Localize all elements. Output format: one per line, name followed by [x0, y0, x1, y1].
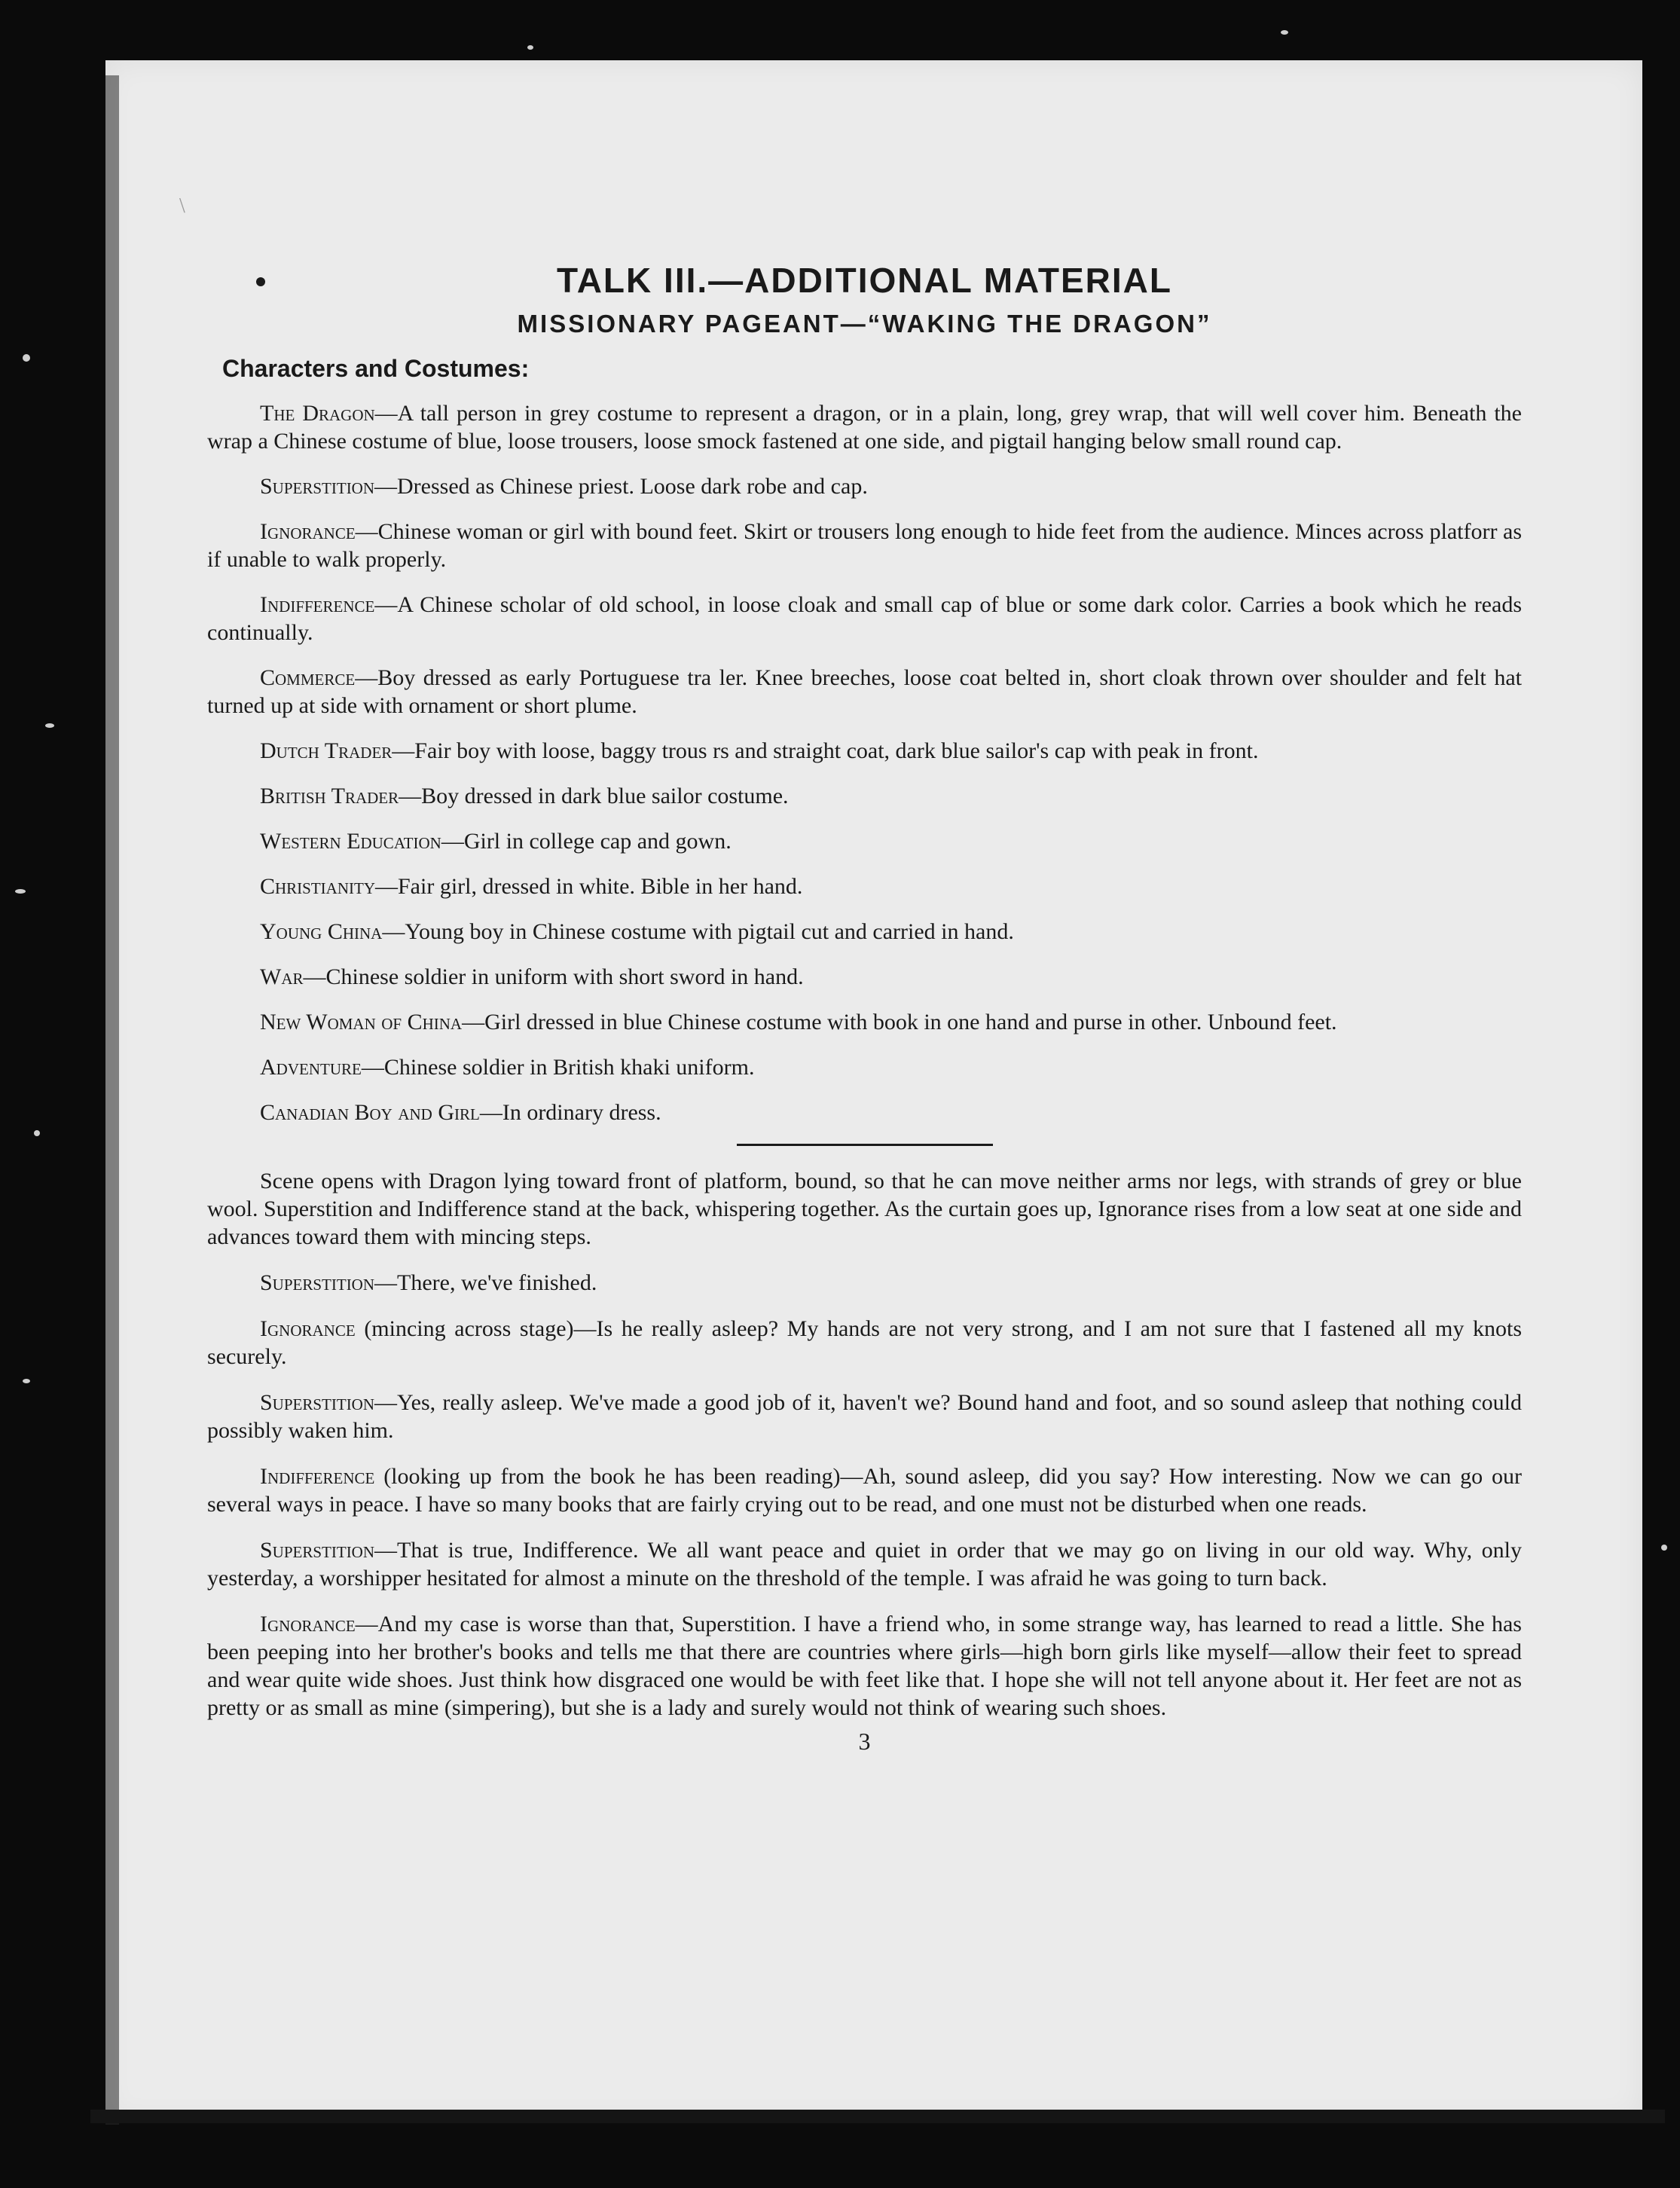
character-entry [207, 827, 1522, 855]
character-entry [207, 737, 1522, 765]
dialogue-line [207, 1610, 1522, 1722]
character-description: —Girl dressed in blue Chinese costume with book in one hand and purse in other. Unbound feet. [462, 1010, 1337, 1034]
character-name: War [260, 964, 304, 989]
dialogue [207, 1269, 1522, 1722]
speaker-name: Ignorance [260, 1316, 356, 1341]
character-name: Young China [260, 919, 383, 944]
character-entry [207, 963, 1522, 991]
character-list [207, 399, 1522, 1126]
page-number: 3 [858, 1728, 871, 1755]
character-entry [207, 1099, 1522, 1126]
character-description: —Boy dressed as early Portuguese tra ler. Knee breeches, loose coat belted in, short cloak thrown over shoulder and felt hat turned up at side with ornament or short plume. [207, 665, 1522, 718]
character-name: Canadian Boy and Girl [260, 1100, 480, 1125]
speaker-name: Superstition [260, 1538, 375, 1563]
dialogue-text: —There, we've finished. [374, 1270, 597, 1295]
dialogue-text: —Yes, really asleep. We've made a good job of it, haven't we? Bound hand and foot, and so sound asleep that nothing could possibly waken him. [207, 1390, 1522, 1443]
speaker-name: Ignorance [260, 1612, 356, 1636]
character-description: —In ordinary dress. [479, 1100, 661, 1125]
character-description: —Boy dressed in dark blue sailor costume. [399, 784, 789, 808]
character-entry [207, 1008, 1522, 1036]
page-title: TALK III.—ADDITIONAL MATERIAL [557, 261, 1172, 300]
speaker-name: Indifference [260, 1464, 375, 1489]
character-name: Adventure [260, 1055, 362, 1080]
character-description: —Chinese soldier in British khaki uniform. [361, 1055, 755, 1080]
character-entry [207, 872, 1522, 900]
character-name: British Trader [260, 784, 399, 808]
character-name: New Woman of China [260, 1010, 463, 1034]
speaker-name: Superstition [260, 1390, 375, 1415]
character-entry [207, 1053, 1522, 1081]
speaker-name: Superstition [260, 1270, 375, 1295]
character-name: The Dragon [260, 401, 375, 426]
dialogue-line [207, 1389, 1522, 1444]
character-name: Ignorance [260, 519, 356, 544]
dialogue-text: —That is true, Indifference. We all want peace and quiet in order that we may go on living in our old way. Why, only yesterday, a worshipper hesitated for almost a minute on the threshold of the temple. I was afraid he was going to turn back. [207, 1538, 1522, 1591]
page-subtitle: MISSIONARY PAGEANT—“WAKING THE DRAGON” [517, 310, 1212, 338]
page-bottom-shadow [90, 2110, 1665, 2123]
dialogue-line [207, 1536, 1522, 1592]
character-description: —Fair boy with loose, baggy trous rs and straight coat, dark blue sailor's cap with peak in front. [392, 738, 1259, 763]
character-entry [207, 591, 1522, 646]
section-divider [737, 1144, 993, 1146]
dialogue-line [207, 1462, 1522, 1518]
character-entry [207, 918, 1522, 946]
character-description: —Dressed as Chinese priest. Loose dark robe and cap. [374, 474, 868, 499]
character-name: Commerce [260, 665, 356, 690]
pencil-mark: \ [179, 194, 185, 218]
character-entry [207, 399, 1522, 455]
character-description: —Chinese soldier in uniform with short sword in hand. [303, 964, 804, 989]
character-description: —Fair girl, dressed in white. Bible in her hand. [375, 874, 803, 899]
character-entry [207, 472, 1522, 500]
character-entry [207, 518, 1522, 573]
dialogue-text: —And my case is worse than that, Superstition. I have a friend who, in some strange way, has learned to read a little. She has been peeping into her brother's books and tells me that there are countries where girls—high born girls like myself—allow their feet to spread and wear quite wide shoes. Just think how disgraced one would be with feet like that. I hope she will not tell anyone about it. Her feet are not as pretty or as small as mine (simpering), but she is a lady and surely would not think of wearing such shoes. [207, 1612, 1522, 1720]
character-description: —Girl in college cap and gown. [441, 829, 732, 854]
character-name: Indifference [260, 592, 375, 617]
character-description: —A tall person in grey costume to represent a dragon, or in a plain, long, grey wrap, that will well cover him. Beneath the wrap a Chinese costume of blue, loose trousers, loose smock fastened at one side, and pigtail hanging below small round cap. [207, 401, 1522, 454]
section-heading: Characters and Costumes: [222, 355, 530, 382]
character-description: —Young boy in Chinese costume with pigtail cut and carried in hand. [382, 919, 1014, 944]
character-description: —A Chinese scholar of old school, in loose cloak and small cap of blue or some dark color. Carries a book which he reads continually. [207, 592, 1522, 645]
character-description: —Chinese woman or girl with bound feet. Skirt or trousers long enough to hide feet from the audience. Minces across platforr as if unable to walk properly. [207, 519, 1522, 572]
scene-description: Scene opens with Dragon lying toward front of platform, bound, so that he can move neither arms nor legs, with strands of grey or blue wool. Superstition and Indifference stand at the back, whispering together. As the curtain goes up, Ignorance rises from a low seat at one side and advances toward them with mincing steps. [207, 1169, 1522, 1249]
page-content [207, 260, 1522, 1756]
character-name: Dutch Trader [260, 738, 393, 763]
character-name: Superstition [260, 474, 375, 499]
dialogue-text: (mincing across stage)—Is he really asleep? My hands are not very strong, and I am not sure that I fastened all my knots securely. [207, 1316, 1522, 1369]
dialogue-line [207, 1315, 1522, 1371]
character-entry [207, 782, 1522, 810]
dialogue-line [207, 1269, 1522, 1297]
dialogue-text: (looking up from the book he has been reading)—Ah, sound asleep, did you say? How interesting. Now we can go our several ways in peace. I have so many books that are fairly crying out to be read, and one must not be disturbed when one reads. [207, 1464, 1522, 1517]
character-entry [207, 664, 1522, 720]
character-name: Western Education [260, 829, 441, 854]
page-edge-shadow [105, 75, 119, 2125]
character-name: Christianity [260, 874, 375, 899]
